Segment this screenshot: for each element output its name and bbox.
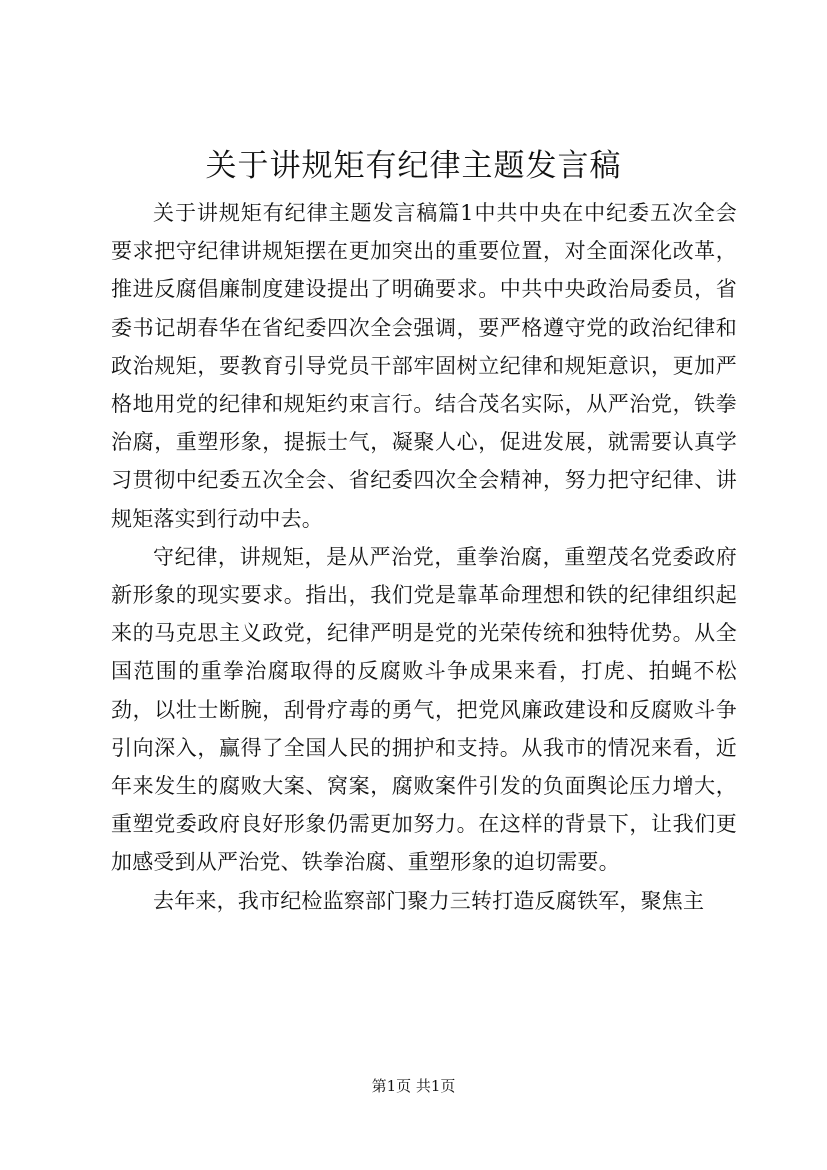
paragraph-2: 守纪律，讲规矩，是从严治党，重拳治腐，重塑茂名党委政府新形象的现实要求。指出，我们党是靠革命理想和铁的纪律组织起来的马克思主义政党，纪律严明是党的光荣传统和独特优势。从全国范围的重拳治腐取得的反腐败斗争成果来看，打虎、拍蝇不松劲，以壮士断腕，刮骨疗毒的勇气，把党风廉政建设和反腐败斗争引向深入，赢得了全国人民的拥护和支持。从我市的情况来看，近年来发生的腐败大案、窝案，腐败案件引发的负面舆论压力增大，重塑党委政府良好形象仍需更加努力。在这样的背景下，让我们更加感受到从严治党、铁拳治腐、重塑形象的迫切需要。 [111, 544, 737, 875]
page-number-footer: 第1页 共1页 [371, 1077, 456, 1095]
document-title: 关于讲规矩有纪律主题发言稿 [205, 148, 622, 184]
document-body [111, 194, 737, 920]
paragraph-3: 去年来，我市纪检监察部门聚力三转打造反腐铁军，聚焦主 [153, 888, 705, 913]
paragraph-1: 关于讲规矩有纪律主题发言稿篇1中共中央在中纪委五次全会要求把守纪律讲规矩摆在更加突出的重要位置，对全面深化改革，推进反腐倡廉制度建设提出了明确要求。中共中央政治局委员，省委书记胡春华在省纪委四次全会强调，要严格遵守党的政治纪律和政治规矩，要教育引导党员干部牢固树立纪律和规矩意识，更加严格地用党的纪律和规矩约束言行。结合茂名实际，从严治党，铁拳治腐，重塑形象，提振士气，凝聚人心，促进发展，就需要认真学习贯彻中纪委五次全会、省纪委四次全会精神，努力把守纪律、讲规矩落实到行动中去。 [111, 201, 737, 531]
